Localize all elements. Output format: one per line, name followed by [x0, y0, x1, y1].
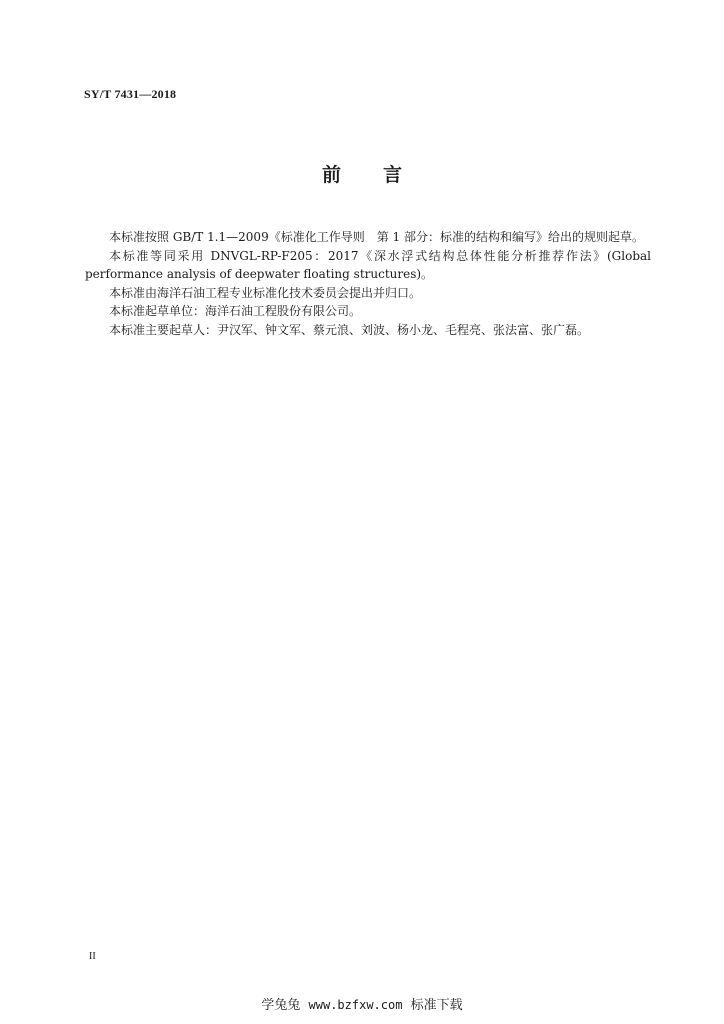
watermark-url[interactable]: www.bzfxw.com — [308, 998, 403, 1012]
paragraph-drafting-rules: 本标准按照 GB/T 1.1—2009《标准化工作导则 第 1 部分：标准的结构和编写》给出的规则起草。 — [109, 230, 644, 244]
title-char-1: 前 — [321, 164, 341, 186]
watermark — [0, 994, 724, 1013]
page-number: II — [89, 951, 96, 962]
paragraph-adoption: 本标准等同采用 DNVGL-RP-F205：2017《深水浮式结构总体性能分析推荐作法》(Global performance analysis of deepwater floating structures)。 — [85, 248, 651, 281]
paragraph-drafting-unit: 本标准起草单位：海洋石油工程股份有限公司。 — [109, 304, 362, 318]
standard-code: SY/T 7431—2018 — [84, 87, 177, 101]
watermark-site: 学兔兔 — [261, 998, 301, 1013]
foreword-body — [85, 228, 651, 339]
paragraph-proposer: 本标准由海洋石油工程专业标准化技术委员会提出并归口。 — [109, 285, 422, 300]
title-char-2: 言 — [383, 164, 403, 186]
watermark-label: 标准下载 — [410, 998, 463, 1013]
page-title — [0, 160, 724, 187]
paragraph-drafters: 本标准主要起草人：尹汉军、钟文军、蔡元浪、刘波、杨小龙、毛程亮、张法富、张广磊。 — [109, 322, 590, 337]
